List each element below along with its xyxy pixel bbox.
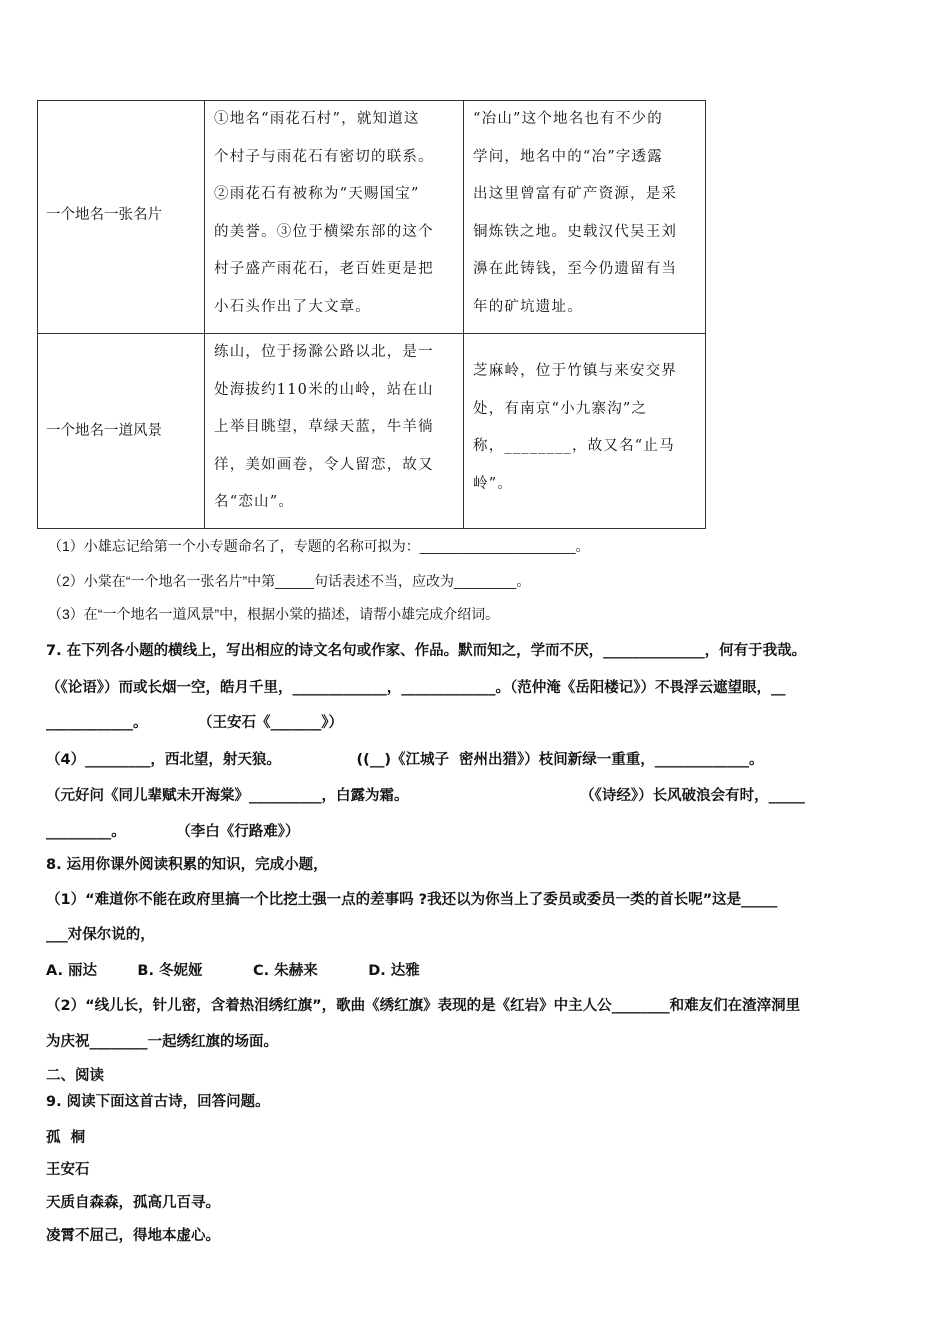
row-label: 一个地名一张名片 — [46, 207, 162, 223]
cell-line: 的美誉。③位于横梁东部的这个 — [214, 223, 434, 240]
row-label: 一个地名一道风景 — [46, 423, 162, 439]
cell-line: 濞在此铸钱，至今仍遗留有当 — [473, 261, 678, 277]
cell-line: 练山，位于扬滁公路以北，是一 — [214, 344, 434, 360]
q7-line: （元好问《同儿辈赋未开海棠》__________，白露为霜。 （《诗经》）长风破浪会有时，_____ — [46, 788, 805, 804]
table-row — [38, 334, 706, 529]
q8-line: ___对保尔说的， — [46, 927, 155, 943]
cell-line: 个村子与雨花石有密切的联系。 — [214, 148, 434, 165]
cell-line: 出这里曾富有矿产资源，是采 — [473, 186, 678, 202]
cell-text — [464, 101, 705, 326]
q8-line: （1）“难道你不能在政府里搞一个比挖土强一点的差事吗 ?我还以为你当上了委员或委员一类的首长呢”这是_____ — [46, 892, 778, 908]
poem-author: 王安石 — [46, 1162, 90, 1178]
q6-sub2: （2）小棠在“一个地名一张名片”中第_____句话表述不当，应改为________。 — [48, 573, 531, 589]
q7-line: （4）_________，西北望，射天狼。 ((__)《江城子 密州出猎》）枝间新绿一重重，_____________。 — [46, 752, 764, 768]
q7-line: _________。 （李白《行路难》） — [46, 824, 300, 840]
q7-line: ____________。 （王安石《_______》） — [46, 715, 343, 731]
q8-line: （2）“线儿长，针儿密，含着热泪绣红旗”，歌曲《绣红旗》表现的是《红岩》中主人公________和难友们在渣滓洞里 — [46, 998, 801, 1014]
cell-line: 处，有南京“小九寨沟”之 — [473, 400, 648, 417]
cell-line: 小石头作出了大文章。 — [214, 298, 371, 315]
cell-line: 上举目眺望，草绿天蓝，牛羊徜 — [214, 419, 434, 435]
poem-line: 凌霄不屈己，得地本虚心。 — [46, 1228, 220, 1244]
cell-line: 岭”。 — [473, 475, 514, 492]
cell-line: ①地名“雨花石村”，就知道这 — [214, 111, 420, 127]
q6-sub3: （3）在“一个地名一道风景”中，根据小棠的描述，请帮小雄完成介绍词。 — [48, 606, 500, 622]
cell-line: 徉，美如画卷，令人留恋，故又 — [214, 456, 434, 473]
poem-line: 天质自森森，孤高几百寻。 — [46, 1195, 220, 1211]
table-row — [38, 101, 706, 334]
q7-line: 7. 在下列各小题的横线上，写出相应的诗文名句或作家、作品。默而知之，学而不厌，______________，何有于我哉。 — [46, 643, 807, 659]
cell-text — [205, 334, 463, 522]
q9-prompt: 9. 阅读下面这首古诗，回答问题。 — [46, 1094, 270, 1110]
cell-line: 芝麻岭，位于竹镇与来安交界 — [473, 363, 678, 379]
cell-line: 铜炼铁之地。史载汉代吴王刘 — [473, 223, 678, 240]
q8-options: A. 丽达 B. 冬妮娅 C. 朱赫来 D. 达雅 — [46, 963, 420, 979]
cell-text — [205, 101, 463, 326]
cell-line: 处海拔约110米的山岭，站在山 — [214, 381, 434, 398]
cell-line: ②雨花石有被称为“天赐国宝” — [214, 186, 420, 202]
section-heading: 二、阅读 — [46, 1068, 104, 1084]
cell-line: 称，________，故又名“止马 — [473, 438, 675, 454]
q8-line: 为庆祝________一起绣红旗的场面。 — [46, 1034, 278, 1050]
q7-line: （《论语》）而或长烟一空，皓月千里，_____________，_____________。（范仲淹《岳阳楼记》）不畏浮云遮望眼，__ — [46, 680, 786, 696]
q6-sub1: （1）小雄忘记给第一个小专题命名了，专题的名称可拟为：____________________。 — [48, 538, 590, 554]
cell-text — [464, 334, 705, 503]
cell-line: “冶山”这个地名也有不少的 — [473, 111, 663, 127]
cell-line: 学问，地名中的“冶”字透露 — [473, 148, 663, 165]
q8-line: 8. 运用你课外阅读积累的知识，完成小题， — [46, 857, 328, 873]
cell-line: 年的矿坑遗址。 — [473, 298, 583, 315]
cell-line: 名“恋山”。 — [214, 494, 295, 510]
poem-title: 孤 桐 — [46, 1130, 86, 1146]
cell-line: 村子盛产雨花石，老百姓更是把 — [214, 261, 434, 277]
place-name-table — [37, 100, 706, 529]
